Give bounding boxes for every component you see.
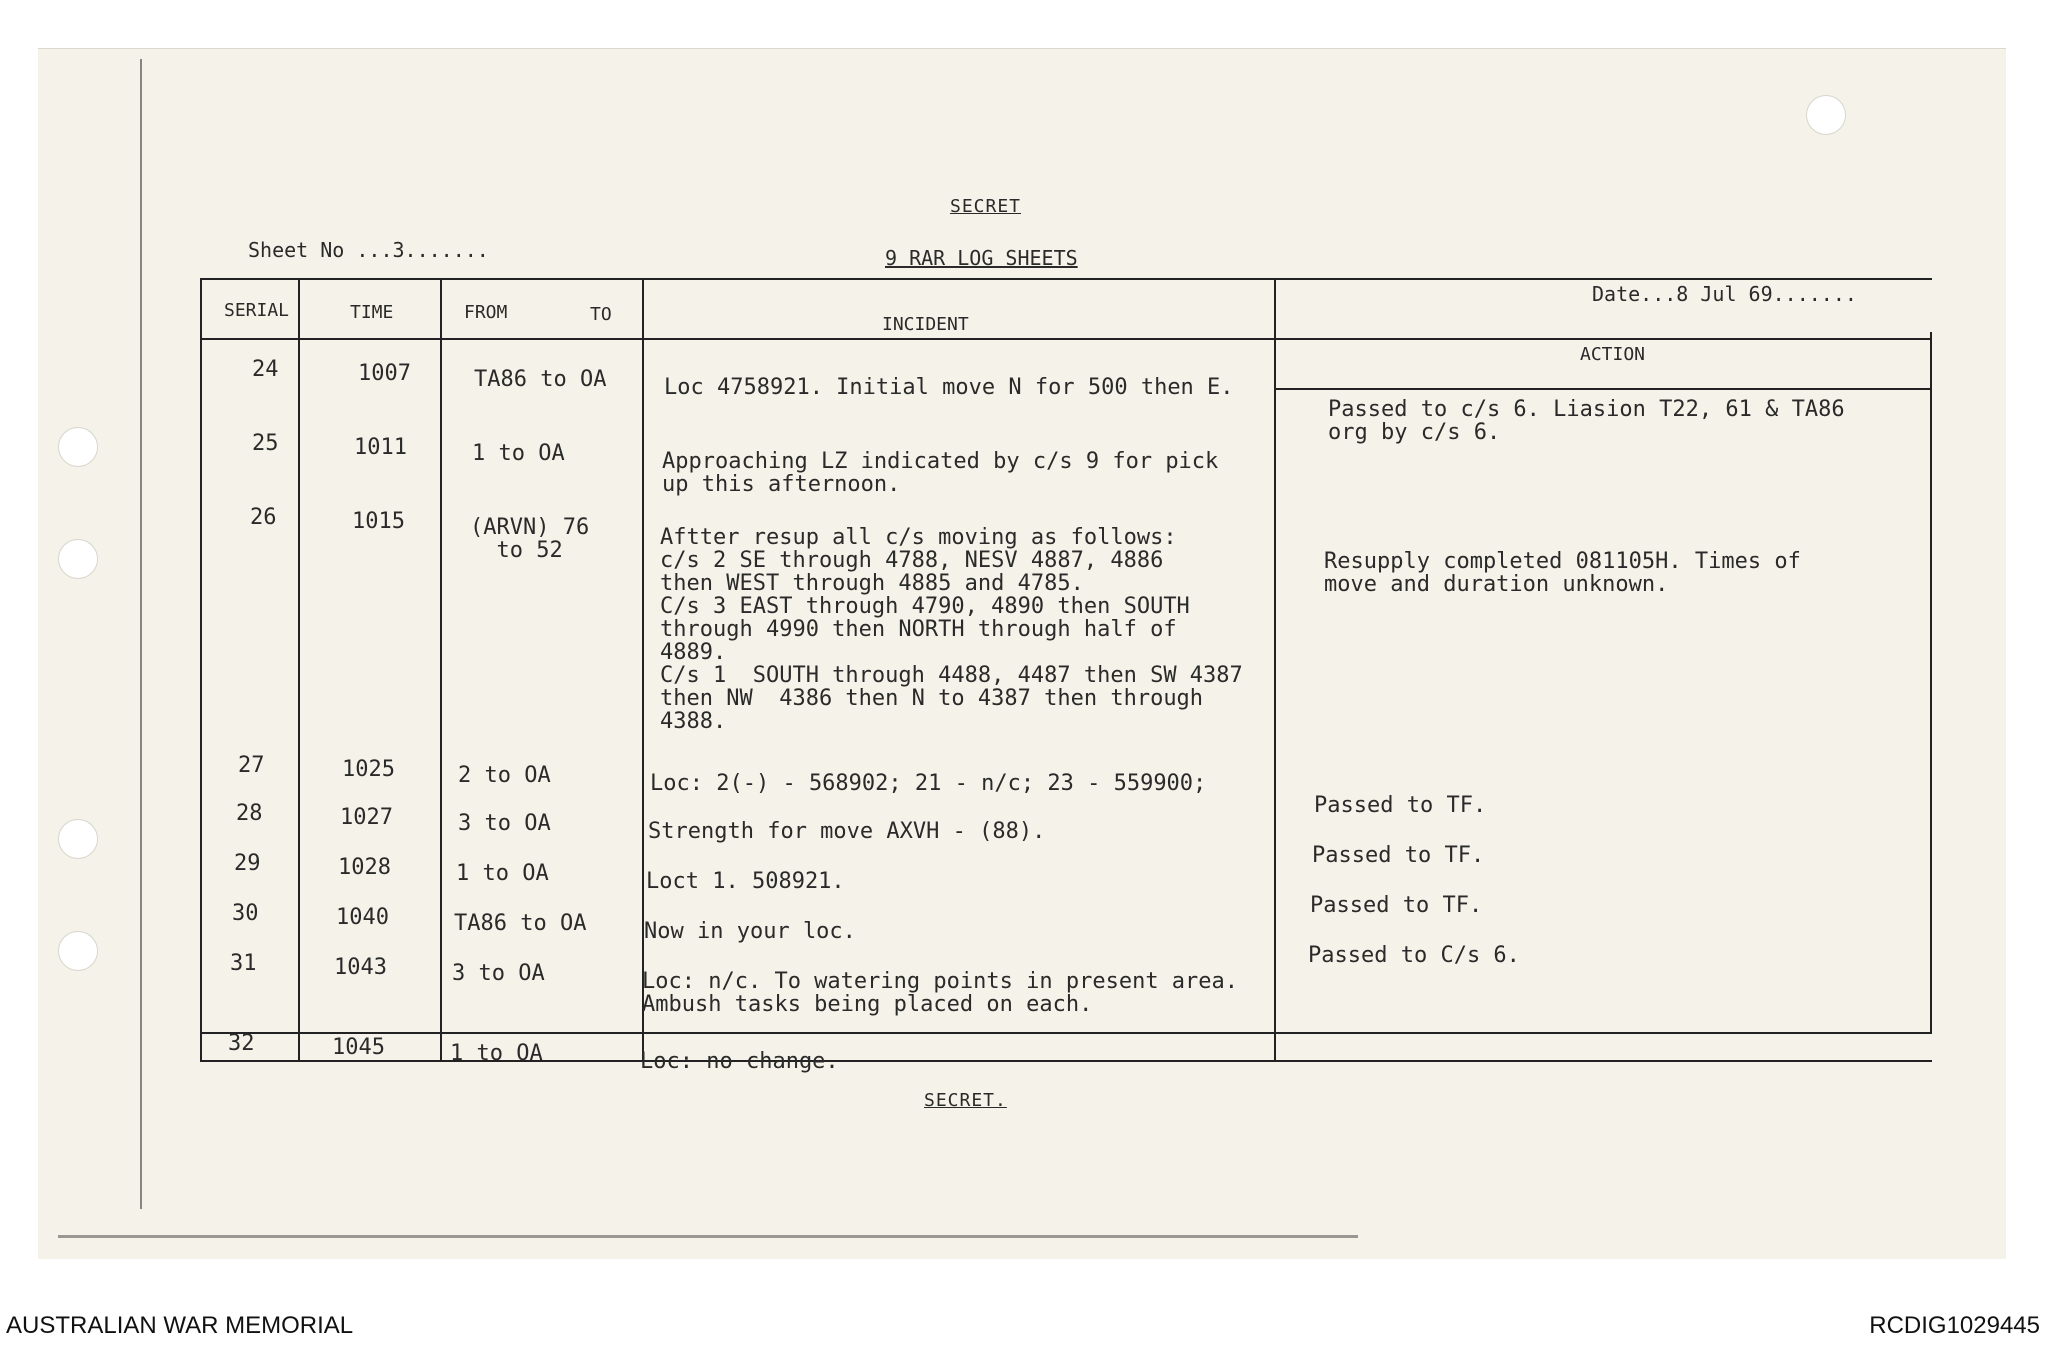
- action-cell: Passed to TF.: [1314, 793, 1487, 818]
- from-to-cell: 3 to OA: [452, 961, 545, 986]
- header-from: FROM: [464, 302, 508, 323]
- from-to-cell: 1 to OA: [456, 861, 549, 886]
- from-to-cell: 2 to OA: [458, 763, 551, 788]
- time-cell: 1015: [352, 509, 405, 534]
- time-cell: 1007: [358, 361, 411, 386]
- col-divider: [1274, 280, 1276, 1060]
- serial-cell: 30: [232, 901, 259, 926]
- time-cell: 1045: [332, 1035, 385, 1060]
- margin-crease: [140, 59, 142, 1209]
- serial-cell: 28: [236, 801, 263, 826]
- classification-top: SECRET: [950, 196, 1022, 217]
- action-cell: Passed to TF.: [1310, 893, 1483, 918]
- classification-bottom: SECRET.: [924, 1090, 1007, 1111]
- from-to-cell: 1 to OA: [472, 441, 565, 466]
- action-cell: Passed to c/s 6. Liasion T22, 61 & TA86 org by c/s 6.: [1328, 397, 1845, 445]
- incident-cell: Strength for move AXVH - (88).: [648, 819, 1046, 844]
- serial-cell: 24: [252, 357, 279, 382]
- archive-id: RCDIG1029445: [1869, 1312, 2040, 1339]
- incident-cell: Loc 4758921. Initial move N for 500 then E.: [664, 375, 1234, 400]
- punch-hole: [58, 819, 98, 859]
- header-rule: [1274, 388, 1932, 390]
- time-cell: 1025: [342, 757, 395, 782]
- header-time: TIME: [350, 302, 394, 323]
- header-to: TO: [590, 304, 612, 325]
- incident-cell: Aftter resup all c/s moving as follows: c/s 2 SE through 4788, NESV 4887, 4886 then WEST through 4885 and 4785. C/s 3 EAST through 4790, 4890 then SOUTH through 4990 then NORTH through half of 4889. C/s 1 SOUTH through 4488, 4487 then SW 4387 then NW 4386 then N to 4387 then through 4388.: [660, 525, 1243, 734]
- time-cell: 1028: [338, 855, 391, 880]
- serial-cell: 27: [238, 753, 265, 778]
- col-divider: [440, 280, 442, 1060]
- header-incident: INCIDENT: [882, 314, 969, 335]
- time-cell: 1040: [336, 905, 389, 930]
- time-cell: 1011: [354, 435, 407, 460]
- log-date: Date...8 Jul 69.......: [1592, 282, 1857, 306]
- serial-cell: 25: [252, 431, 279, 456]
- header-action: ACTION: [1580, 344, 1646, 365]
- incident-cell: Now in your loc.: [644, 919, 856, 944]
- edge-shadow: [58, 1235, 1358, 1238]
- incident-cell: Loc: no change.: [640, 1049, 839, 1074]
- from-to-cell: 1 to OA: [450, 1041, 543, 1066]
- col-divider: [298, 280, 300, 1060]
- punch-hole: [58, 931, 98, 971]
- incident-cell: Loc: n/c. To watering points in present area. Ambush tasks being placed on each.: [642, 969, 1239, 1017]
- col-divider: [1930, 332, 1932, 1034]
- action-cell: Resupply completed 081105H. Times of move and duration unknown.: [1324, 549, 1801, 597]
- log-sheet-title: 9 RAR LOG SHEETS: [885, 246, 1078, 270]
- footer-rule: [202, 1032, 1932, 1034]
- from-to-cell: 3 to OA: [458, 811, 551, 836]
- header-serial: SERIAL: [224, 300, 290, 321]
- punch-hole: [58, 427, 98, 467]
- from-to-cell: TA86 to OA: [474, 367, 607, 392]
- incident-cell: Loc: 2(-) - 568902; 21 - n/c; 23 - 559900;: [650, 771, 1207, 796]
- log-table: [200, 278, 1932, 1074]
- time-cell: 1027: [340, 805, 393, 830]
- serial-cell: 26: [250, 505, 277, 530]
- action-cell: Passed to TF.: [1312, 843, 1485, 868]
- from-to-cell: (ARVN) 76 to 52: [470, 515, 590, 563]
- incident-cell: Approaching LZ indicated by c/s 9 for pick up this afternoon.: [662, 449, 1219, 497]
- incident-cell: Loct 1. 508921.: [646, 869, 845, 894]
- archive-label: AUSTRALIAN WAR MEMORIAL: [6, 1312, 354, 1339]
- serial-cell: 31: [230, 951, 257, 976]
- action-cell: Passed to C/s 6.: [1308, 943, 1520, 968]
- serial-cell: 32: [228, 1031, 255, 1056]
- punch-hole: [58, 539, 98, 579]
- punch-hole: [1806, 95, 1846, 135]
- serial-cell: 29: [234, 851, 261, 876]
- header-rule: [202, 338, 1932, 340]
- from-to-cell: TA86 to OA: [454, 911, 587, 936]
- sheet-number: Sheet No ...3.......: [248, 238, 489, 262]
- time-cell: 1043: [334, 955, 387, 980]
